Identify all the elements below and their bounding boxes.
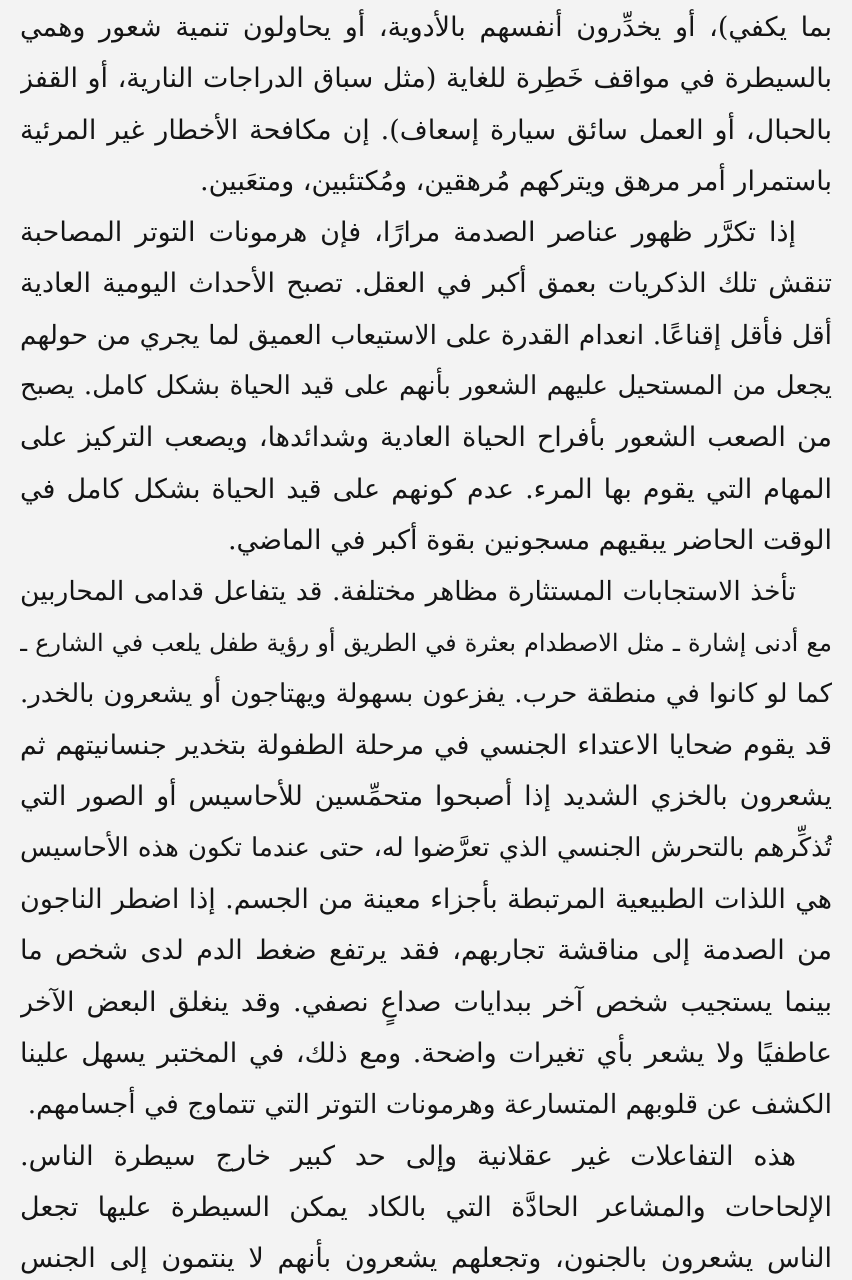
text-line: يشعرون بالخزي الشديد إذا أصبحوا متحمِّسين للأحاسيس أو الصور التي [20, 781, 832, 813]
text-line: مع أدنى إشارة ـ مثل الاصطدام بعثرة في الطريق أو رؤية طفل يلعب في الشارع ـ [20, 628, 832, 657]
text-line: إذا تكرَّر ظهور عناصر الصدمة مرارًا، فإن هرمونات التوتر المصاحبة [20, 217, 796, 249]
text-line: قد يقوم ضحايا الاعتداء الجنسي في مرحلة الطفولة بتخدير جنسانيتهم ثم [20, 730, 832, 762]
text-line: هذه التفاعلات غير عقلانية وإلى حد كبير خارج سيطرة الناس. [20, 1140, 796, 1172]
text-line: الإلحاحات والمشاعر الحادَّة التي بالكاد يمكن السيطرة عليها تجعل [20, 1191, 832, 1223]
page-text [20, 0, 832, 1280]
text-line: باستمرار أمر مرهق ويتركهم مُرهقين، ومُكتئبين، ومتعَبين. [200, 165, 832, 197]
text-line: بالسيطرة في مواقف خَطِرة للغاية (مثل سباق الدراجات النارية، أو القفز [20, 63, 832, 95]
text-line: تنقش تلك الذكريات بعمق أكبر في العقل. تصبح الأحداث اليومية العادية [20, 268, 832, 300]
text-line: الكشف عن قلوبهم المتسارعة وهرمونات التوتر التي تتماوج في أجسامهم. [27, 1089, 832, 1121]
text-line: هي اللذات الطبيعية المرتبطة بأجزاء معينة من الجسم. إذا اضطر الناجون [20, 884, 832, 916]
text-line: أقل فأقل إقناعًا. انعدام القدرة على الاستيعاب العميق لما يجري من حولهم [20, 319, 832, 351]
text-line: تأخذ الاستجابات المستثارة مظاهر مختلفة. قد يتفاعل قدامى المحاربين [20, 576, 796, 608]
text-line: يجعل من المستحيل عليهم الشعور بأنهم على قيد الحياة بشكل كامل. يصبح [20, 371, 832, 402]
text-line: بينما يستجيب شخص آخر ببدايات صداعٍ نصفي. وقد ينغلق البعض الآخر [20, 986, 832, 1018]
text-line: الوقت الحاضر يبقيهم مسجونين بقوة أكبر في الماضي. [227, 524, 832, 556]
text-line: من الصعب الشعور بأفراح الحياة العادية وشدائدها، ويصعب التركيز على [20, 422, 832, 454]
text-line: عاطفيًا ولا يشعر بأي تغيرات واضحة. ومع ذلك، في المختبر يسهل علينا [20, 1037, 832, 1069]
text-line: المهام التي يقوم بها المرء. عدم كونهم على قيد الحياة بشكل كامل في [20, 473, 832, 505]
text-line: تُذكِّرهم بالتحرش الجنسي الذي تعرَّضوا له، حتى عندما تكون هذه الأحاسيس [20, 832, 832, 863]
text-line: الناس يشعرون بالجنون، وتجعلهم يشعرون بأنهم لا ينتمون إلى الجنس [20, 1243, 832, 1275]
text-line: بالحبال، أو العمل سائق سيارة إسعاف). إن مكافحة الأخطار غير المرئية [20, 114, 832, 146]
text-line: كما لو كانوا في منطقة حرب. يفزعون بسهولة ويهتاجون أو يشعرون بالخدر. [20, 678, 832, 709]
text-line: بما يكفي)، أو يخدِّرون أنفسهم بالأدوية، أو يحاولون تنمية شعور وهمي [20, 12, 832, 43]
text-line: من الصدمة إلى مناقشة تجاربهم، فقد يرتفع ضغط الدم لدى شخص ما [20, 935, 832, 967]
